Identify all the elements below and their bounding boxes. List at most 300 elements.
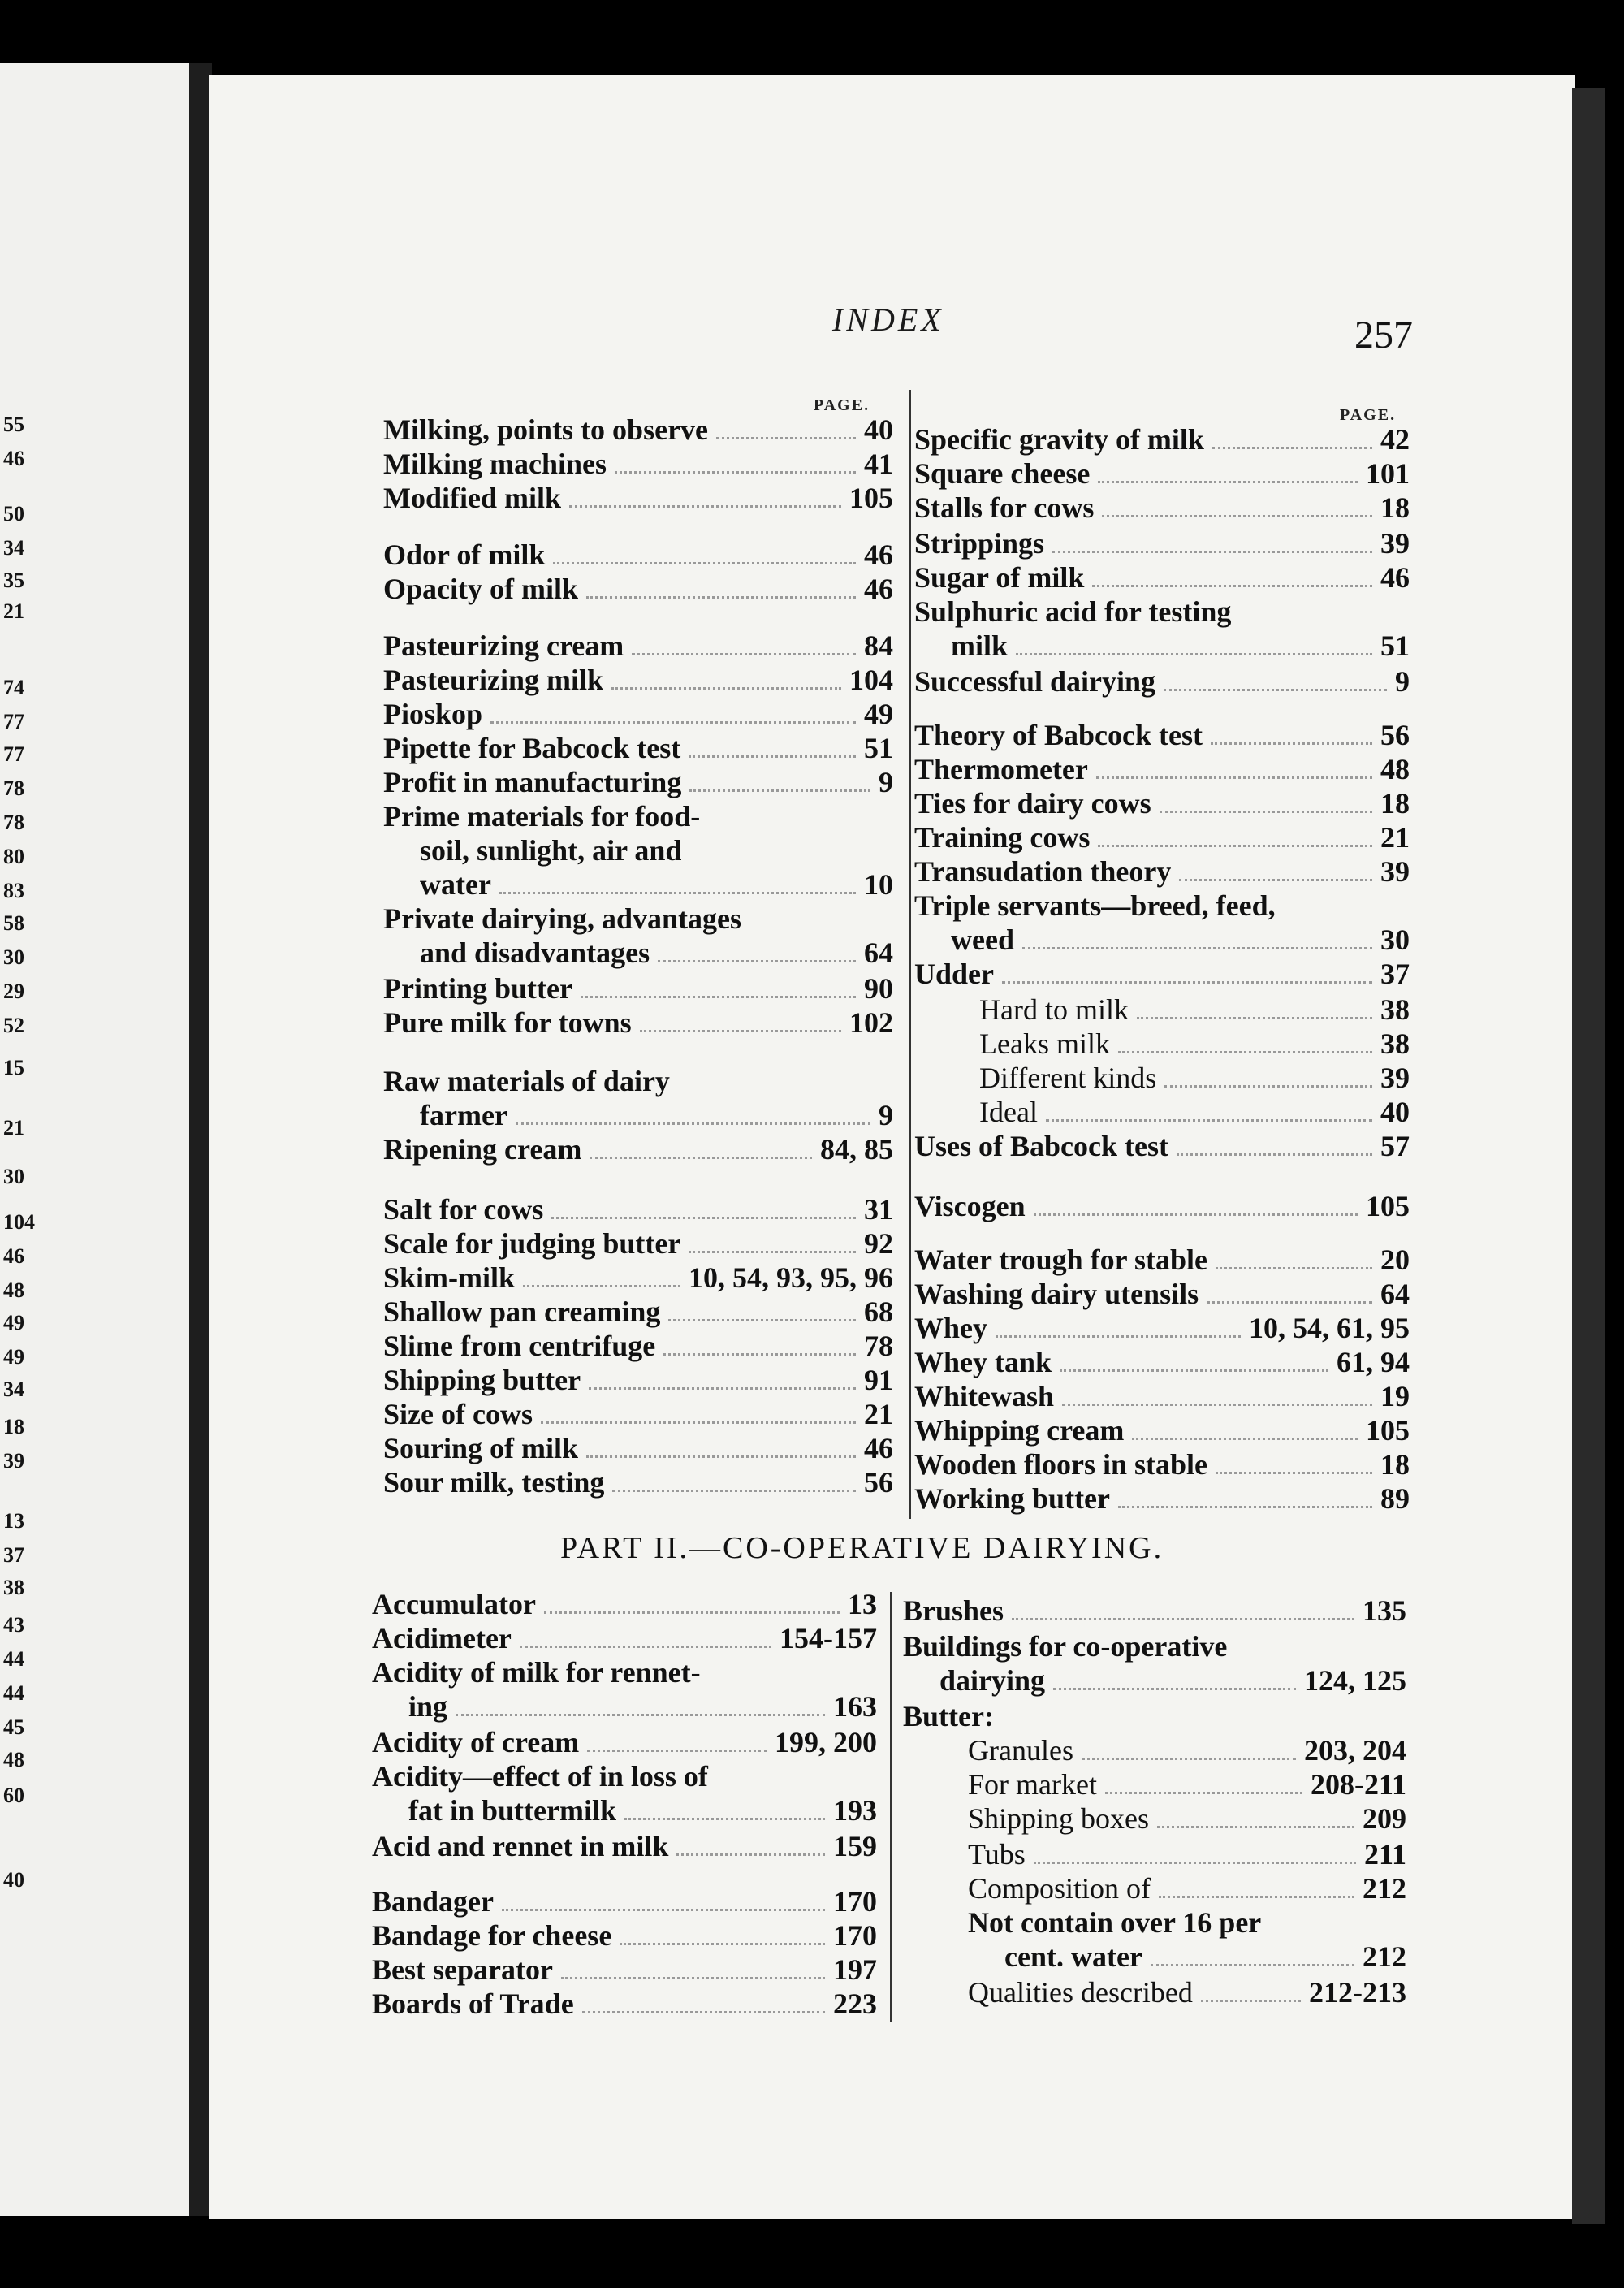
dot-leader (1207, 1301, 1372, 1304)
entry-term: Slime from centrifuge (383, 1330, 656, 1362)
index-entry (914, 820, 1410, 854)
index-entry (968, 1801, 1406, 1836)
entry-term: Milking, points to observe (383, 413, 709, 446)
dot-leader (676, 1853, 825, 1856)
entry-page: 84, 85 (820, 1133, 893, 1166)
dot-leader (499, 892, 856, 894)
column-label-right: PAGE. (1340, 406, 1397, 424)
part-heading: PART II.—CO-OPERATIVE DAIRYING. (560, 1531, 1164, 1565)
index-entry (383, 1397, 893, 1431)
dot-leader (516, 1122, 870, 1125)
entry-term: Udder (914, 958, 994, 990)
entry-term: Sulphuric acid for testing (914, 595, 1232, 628)
entry-term: Working butter (914, 1482, 1111, 1515)
index-entry (968, 1975, 1406, 2009)
index-entry (383, 1295, 893, 1329)
entry-term: Thermometer (914, 753, 1088, 785)
index-entry (383, 1132, 893, 1166)
entry-term: Shipping boxes (968, 1802, 1150, 1835)
entry-term: Whitewash (914, 1380, 1055, 1412)
index-entry (372, 1587, 877, 1621)
index-entry (914, 526, 1410, 560)
dot-leader (1098, 845, 1372, 847)
left-page-number: 44 (3, 1647, 24, 1671)
dot-leader (1201, 2000, 1301, 2002)
entry-page: 193 (833, 1794, 877, 1827)
entry-term: Butter: (903, 1700, 994, 1732)
index-entry (383, 1006, 893, 1040)
left-page-number: 43 (3, 1613, 24, 1637)
index-entry (914, 1189, 1410, 1223)
entry-page: 46 (864, 1432, 893, 1464)
index-entry (903, 1594, 1406, 1628)
index-entry (383, 697, 893, 731)
entry-page: 13 (848, 1588, 877, 1620)
left-page-number: 52 (3, 1014, 24, 1037)
index-entry (914, 957, 1410, 991)
dot-leader (1105, 1792, 1302, 1794)
dot-leader (996, 1335, 1241, 1338)
entry-page: 48 (1380, 753, 1410, 785)
left-page-number: 44 (3, 1681, 24, 1705)
entry-page: 9 (1395, 665, 1410, 698)
dot-leader (1159, 1896, 1354, 1898)
left-page-number: 34 (3, 536, 24, 560)
index-entry (914, 1379, 1410, 1413)
entry-page: 170 (833, 1885, 877, 1918)
entry-term: Prime materials for food- (383, 800, 701, 833)
left-page-number: 15 (3, 1056, 24, 1079)
left-page-number: 37 (3, 1543, 24, 1567)
index-entry (372, 1725, 877, 1759)
dot-leader (1118, 1051, 1372, 1053)
entry-page: 91 (864, 1364, 893, 1396)
entry-term: weed (951, 923, 1014, 956)
entry-page: 212 (1363, 1940, 1406, 1973)
entry-page: 21 (864, 1398, 893, 1430)
index-entry (968, 1871, 1406, 1905)
entry-page: 105 (1366, 1414, 1410, 1447)
left-page-number: 83 (3, 879, 24, 902)
dot-leader (523, 1285, 680, 1287)
dot-leader (544, 1611, 840, 1614)
entry-term: Buildings for co-operative (903, 1630, 1228, 1663)
entry-page: 92 (864, 1227, 893, 1260)
index-entry (383, 481, 893, 515)
left-page-number: 60 (3, 1784, 24, 1807)
dot-leader (589, 1387, 856, 1390)
entry-term: Water trough for stable (914, 1243, 1207, 1276)
dot-leader (587, 1750, 767, 1752)
entry-term: Acidity of milk for rennet- (372, 1656, 701, 1689)
index-entry (914, 1481, 1410, 1516)
dot-leader (456, 1714, 825, 1716)
index-entry (383, 663, 893, 697)
index-entry (914, 786, 1410, 820)
entry-page: 30 (1380, 923, 1410, 956)
entry-page: 199, 200 (775, 1726, 877, 1758)
index-entry (914, 889, 1410, 923)
left-page-number: 80 (3, 845, 24, 868)
entry-term: Sugar of milk (914, 561, 1085, 594)
index-entry (968, 1837, 1406, 1871)
dot-leader (668, 1319, 856, 1321)
index-entry (979, 1095, 1410, 1129)
index-entry (914, 1243, 1410, 1277)
index-entry (420, 867, 893, 902)
entry-term: Shipping butter (383, 1364, 581, 1396)
entry-page: 39 (1380, 855, 1410, 888)
left-page-number: 38 (3, 1576, 24, 1599)
dot-leader (581, 996, 856, 998)
entry-term: Wooden floors in stable (914, 1448, 1208, 1481)
dot-leader (1016, 653, 1372, 655)
dot-leader (1002, 981, 1372, 984)
index-entry (383, 971, 893, 1006)
index-entry (914, 752, 1410, 786)
entry-term: Whipping cream (914, 1414, 1125, 1447)
entry-page: 101 (1366, 457, 1410, 490)
index-entry (383, 1329, 893, 1363)
entry-term: Souring of milk (383, 1432, 579, 1464)
dot-leader (658, 960, 856, 962)
dot-leader (561, 1977, 825, 1979)
index-entry (383, 1064, 893, 1098)
entry-page: 61, 94 (1337, 1346, 1410, 1378)
left-page-number: 77 (3, 710, 24, 733)
dot-leader (1096, 776, 1372, 779)
entry-page: 57 (1380, 1130, 1410, 1162)
index-entry (383, 1226, 893, 1261)
column-label-left: PAGE. (814, 396, 870, 414)
dot-leader (1151, 1964, 1354, 1966)
entry-term: Strippings (914, 527, 1045, 560)
left-page-number: 50 (3, 502, 24, 526)
index-entry (914, 595, 1410, 629)
entry-page: 10, 54, 93, 95, 96 (689, 1261, 893, 1294)
entry-page: 41 (864, 448, 893, 480)
entry-term: Theory of Babcock test (914, 719, 1203, 751)
index-entry (914, 491, 1410, 525)
entry-term: Scale for judging butter (383, 1227, 681, 1260)
entry-term: Acid and rennet in milk (372, 1830, 669, 1862)
dot-leader (624, 1818, 825, 1820)
index-entry (914, 1311, 1410, 1345)
index-entry (914, 718, 1410, 752)
index-entry (383, 447, 893, 481)
entry-page: 40 (1380, 1096, 1410, 1128)
index-entry (914, 422, 1410, 456)
entry-page: 68 (864, 1295, 893, 1328)
index-entry (914, 854, 1410, 889)
entry-term: Acidity of cream (372, 1726, 580, 1758)
dot-leader (1034, 1862, 1356, 1864)
entry-page: 102 (849, 1006, 893, 1039)
index-entry (372, 1884, 877, 1918)
entry-page: 18 (1380, 491, 1410, 524)
entry-page: 223 (833, 1987, 877, 2020)
index-entry (968, 1733, 1406, 1767)
dot-leader (1052, 551, 1372, 553)
left-page-number: 74 (3, 676, 24, 699)
entry-term: Private dairying, advantages (383, 902, 741, 935)
entry-page: 10 (864, 868, 893, 901)
index-entry (914, 456, 1410, 491)
index-entry (903, 1629, 1406, 1663)
book-gutter (189, 63, 212, 2216)
left-page-number: 49 (3, 1345, 24, 1369)
left-page-number: 77 (3, 742, 24, 766)
entry-page: 209 (1363, 1802, 1406, 1835)
index-entry (372, 1918, 877, 1953)
index-entry (914, 1413, 1410, 1447)
dot-leader (1102, 515, 1372, 517)
dot-leader (689, 1251, 856, 1253)
entry-page: 159 (833, 1830, 877, 1862)
entry-term: Qualities described (968, 1976, 1193, 2009)
entry-term: Accumulator (372, 1588, 536, 1620)
entry-page: 105 (849, 482, 893, 514)
index-entry (383, 1192, 893, 1226)
entry-term: Boards of Trade (372, 1987, 574, 2020)
entry-term: Printing butter (383, 972, 572, 1005)
index-entry (383, 902, 893, 936)
index-entry (383, 572, 893, 606)
page-title: INDEX (832, 301, 944, 338)
left-page-number: 104 (3, 1210, 35, 1234)
index-entry (383, 538, 893, 572)
dot-leader (1160, 811, 1372, 813)
index-entry (903, 1699, 1406, 1733)
dot-leader (1098, 481, 1358, 483)
entry-term: Ideal (979, 1096, 1038, 1128)
entry-page: 212-213 (1309, 1976, 1406, 2009)
dot-leader (1053, 1688, 1296, 1690)
page-number: 257 (1354, 314, 1413, 357)
entry-term: For market (968, 1768, 1097, 1801)
index-entry (372, 1759, 877, 1793)
entry-page: 56 (1380, 719, 1410, 751)
entry-term: Washing dairy utensils (914, 1278, 1199, 1310)
entry-page: 10, 54, 61, 95 (1249, 1312, 1410, 1344)
index-entry (383, 413, 893, 447)
dot-leader (663, 1353, 856, 1356)
entry-term: Opacity of milk (383, 573, 578, 605)
entry-term: Bandager (372, 1885, 495, 1918)
dot-leader (716, 437, 856, 439)
dot-leader (1046, 1119, 1372, 1122)
dot-leader (590, 1157, 812, 1159)
index-entry (383, 629, 893, 663)
entry-page: 31 (864, 1193, 893, 1226)
left-page-number: 21 (3, 599, 24, 623)
entry-term: Pasteurizing cream (383, 629, 624, 662)
dot-leader (1034, 1213, 1358, 1216)
dot-leader (1062, 1404, 1372, 1406)
index-entry (914, 1129, 1410, 1163)
left-page-number: 46 (3, 1244, 24, 1268)
dot-leader (502, 1909, 825, 1911)
dot-leader (1211, 742, 1372, 745)
entry-term: Successful dairying (914, 665, 1156, 698)
dot-leader (689, 755, 856, 758)
dot-leader (582, 2011, 825, 2013)
left-page-number: 34 (3, 1378, 24, 1401)
entry-page: 38 (1380, 993, 1410, 1026)
column-divider-part-two (890, 1592, 892, 2022)
entry-page: 203, 204 (1304, 1734, 1406, 1767)
dot-leader (541, 1421, 856, 1424)
entry-page: 211 (1363, 1838, 1406, 1871)
entry-page: 78 (864, 1330, 893, 1362)
column-divider (909, 390, 911, 1519)
entry-page: 9 (879, 1099, 893, 1131)
entry-page: 104 (849, 664, 893, 696)
entry-page: 51 (1380, 629, 1410, 662)
index-entry (372, 1655, 877, 1689)
page-edge-shadow (1572, 88, 1605, 2224)
dot-leader (615, 471, 856, 474)
left-page-fragment (0, 63, 195, 2216)
entry-page: 38 (1380, 1027, 1410, 1060)
entry-term: Hard to milk (979, 993, 1129, 1026)
entry-page: 49 (864, 698, 893, 730)
entry-page: 37 (1380, 958, 1410, 990)
entry-page: 42 (1380, 423, 1410, 456)
entry-page: 9 (879, 766, 893, 798)
left-page-number: 49 (3, 1311, 24, 1334)
left-page-number: 46 (3, 447, 24, 470)
entry-page: 64 (864, 936, 893, 969)
index-entry (914, 1447, 1410, 1481)
index-entry (383, 731, 893, 765)
entry-page: 105 (1366, 1190, 1410, 1222)
index-entry (408, 1793, 877, 1827)
dot-leader (1137, 1017, 1372, 1019)
entry-page: 20 (1380, 1243, 1410, 1276)
entry-term: Brushes (903, 1594, 1004, 1627)
index-entry (383, 799, 893, 833)
index-entry (372, 1987, 877, 2021)
entry-page: 64 (1380, 1278, 1410, 1310)
entry-page: 154-157 (780, 1622, 877, 1654)
left-page-number: 30 (3, 945, 24, 969)
entry-term: Best separator (372, 1953, 553, 1986)
entry-term: Ties for dairy cows (914, 787, 1151, 820)
entry-page: 19 (1380, 1380, 1410, 1412)
entry-term: Sour milk, testing (383, 1466, 605, 1499)
left-page-number: 78 (3, 811, 24, 834)
dot-leader (569, 505, 841, 508)
entry-page: 18 (1380, 787, 1410, 820)
left-page-number: 35 (3, 569, 24, 592)
dot-leader (1164, 1085, 1372, 1088)
index-entry (372, 1953, 877, 1987)
entry-term: and disadvantages (420, 936, 650, 969)
index-entry (383, 765, 893, 799)
entry-term: Viscogen (914, 1190, 1026, 1222)
left-page-number: 78 (3, 776, 24, 800)
entry-term: Acidity—effect of in loss of (372, 1760, 708, 1793)
entry-page: 124, 125 (1304, 1664, 1406, 1697)
index-entry (979, 1061, 1410, 1095)
entry-term: Bandage for cheese (372, 1919, 612, 1952)
index-entry (383, 1261, 893, 1295)
dot-leader (612, 1490, 856, 1492)
entry-term: dairying (939, 1664, 1046, 1697)
entry-term: Specific gravity of milk (914, 423, 1204, 456)
dot-leader (586, 1455, 856, 1458)
entry-term: Pipette for Babcock test (383, 732, 681, 764)
index-entry (372, 1621, 877, 1655)
dot-leader (1092, 585, 1372, 587)
entry-page: 212 (1363, 1872, 1406, 1905)
entry-term: cent. water (1004, 1940, 1142, 1973)
dot-leader (611, 687, 841, 690)
index-entry (1004, 1940, 1406, 1974)
left-page-number: 13 (3, 1509, 24, 1533)
entry-page: 208-211 (1310, 1768, 1406, 1801)
entry-term: Acidimeter (372, 1622, 512, 1654)
entry-page: 46 (864, 538, 893, 571)
entry-page: 89 (1380, 1482, 1410, 1515)
entry-term: Whey (914, 1312, 987, 1344)
index-entry (914, 1345, 1410, 1379)
left-page-number: 18 (3, 1415, 24, 1438)
entry-term: Composition of (968, 1872, 1151, 1905)
left-page-number: 48 (3, 1278, 24, 1302)
dot-leader (553, 562, 856, 564)
dot-leader (1118, 1506, 1372, 1508)
entry-page: 46 (864, 573, 893, 605)
entry-term: Milking machines (383, 448, 607, 480)
entry-term: milk (951, 629, 1009, 662)
left-page-number: 29 (3, 980, 24, 1003)
entry-page: 135 (1363, 1594, 1406, 1627)
index-entry (939, 1663, 1406, 1698)
dot-leader (620, 1943, 825, 1945)
dot-leader (1060, 1369, 1328, 1372)
dot-leader (1212, 447, 1372, 449)
index-entry (914, 1277, 1410, 1311)
entry-page: 39 (1380, 1062, 1410, 1094)
index-entry (420, 936, 893, 970)
dot-leader (1179, 879, 1372, 881)
entry-page: 84 (864, 629, 893, 662)
entry-page: 56 (864, 1466, 893, 1499)
index-entry (420, 1098, 893, 1132)
index-entry (968, 1767, 1406, 1801)
entry-term: water (420, 868, 491, 901)
entry-term: Shallow pan creaming (383, 1295, 661, 1328)
entry-term: fat in buttermilk (408, 1794, 616, 1827)
index-entry (951, 629, 1410, 663)
index-entry (372, 1829, 877, 1863)
entry-page: 51 (864, 732, 893, 764)
entry-term: Leaks milk (979, 1027, 1110, 1060)
entry-page: 18 (1380, 1448, 1410, 1481)
entry-term: Size of cows (383, 1398, 533, 1430)
left-page-number: 21 (3, 1116, 24, 1140)
left-page-number: 48 (3, 1748, 24, 1771)
left-page-number: 55 (3, 413, 24, 436)
entry-term: Pure milk for towns (383, 1006, 632, 1039)
entry-term: Square cheese (914, 457, 1091, 490)
left-page-number: 30 (3, 1165, 24, 1188)
left-page-number: 45 (3, 1715, 24, 1739)
entry-term: Triple servants—breed, feed, (914, 889, 1276, 922)
dot-leader (1082, 1758, 1296, 1760)
